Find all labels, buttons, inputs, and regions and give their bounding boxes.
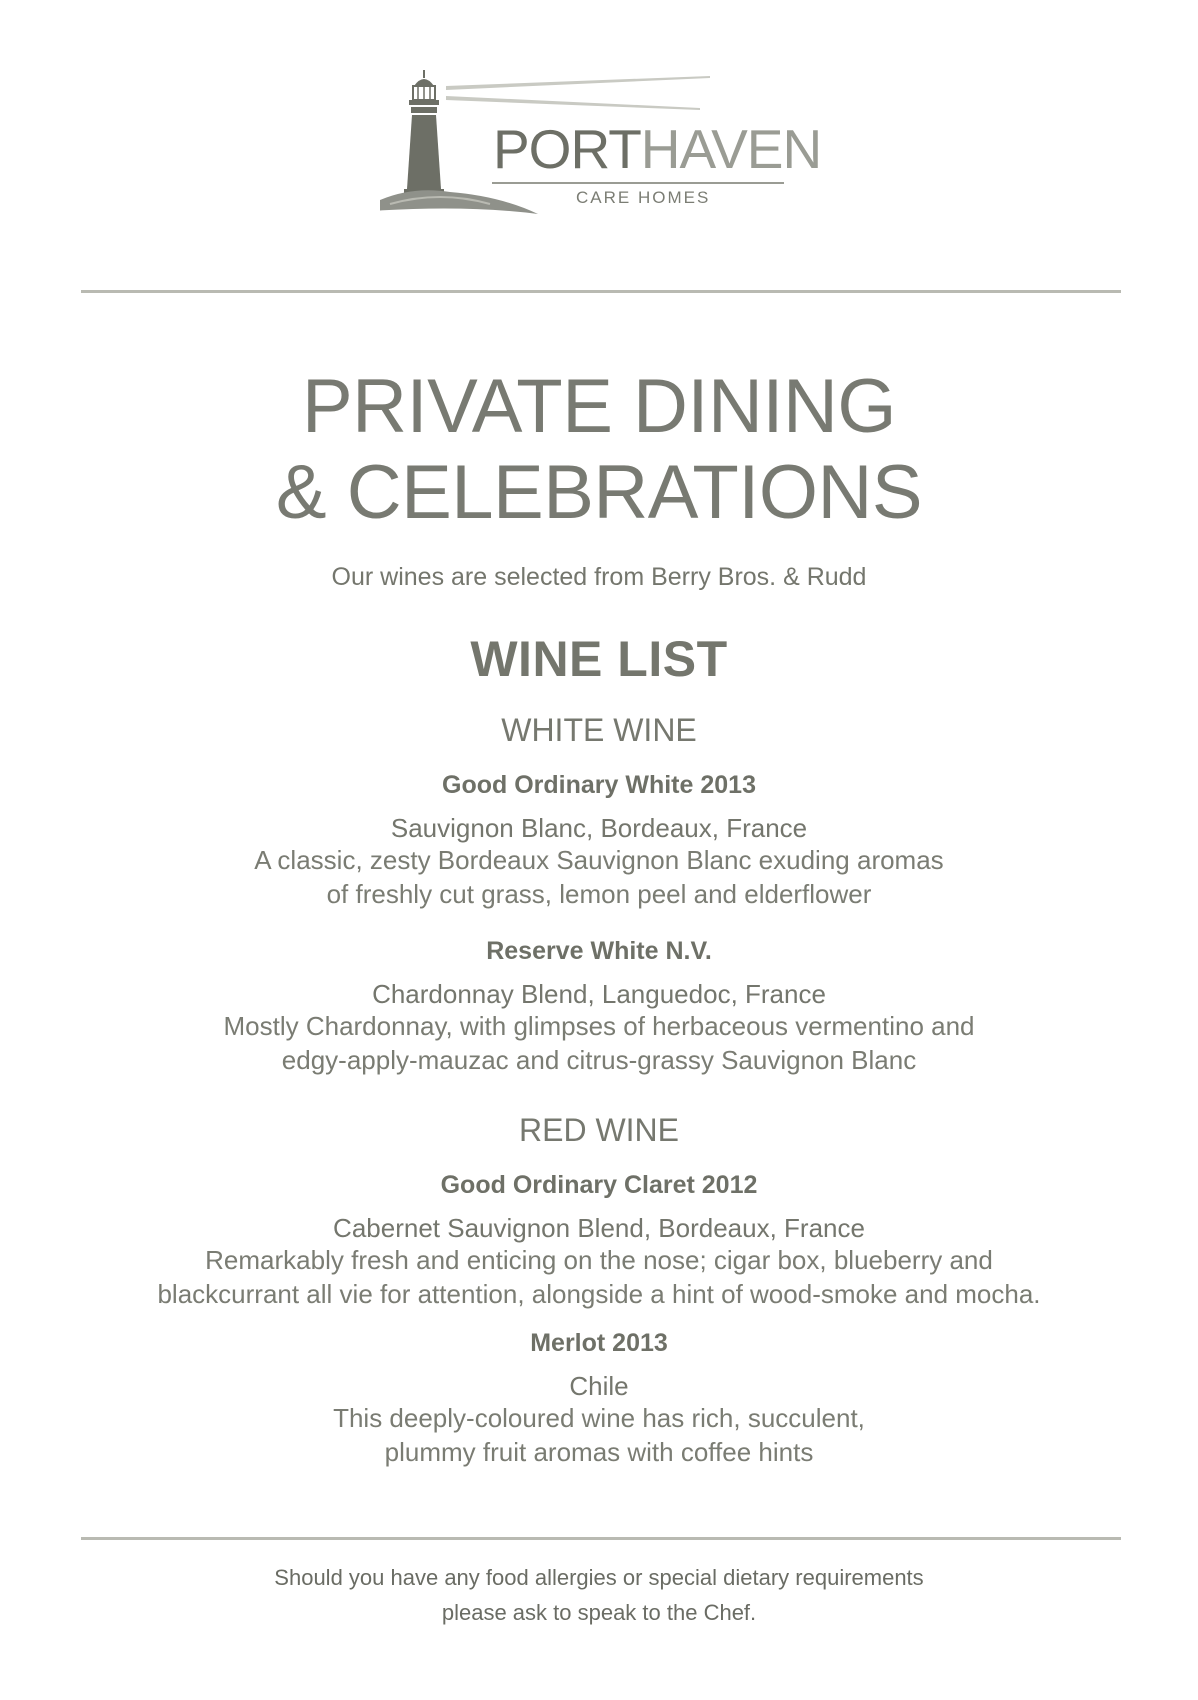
wine-description-line: edgy-apply-mauzac and citrus-grassy Sauvignon Blanc <box>281 1045 917 1075</box>
wine-name: Merlot 2013 <box>530 1329 668 1357</box>
wine-description <box>0 843 1198 911</box>
title-line-1: PRIVATE DINING <box>301 364 897 449</box>
wine-description-line: Remarkably fresh and enticing on the nose; cigar box, blueberry and <box>205 1245 993 1275</box>
section-heading-red: RED WINE <box>519 1112 679 1148</box>
allergy-note-line: Should you have any food allergies or special dietary requirements <box>274 1565 924 1590</box>
intro-text: Our wines are selected from Berry Bros. & Rudd <box>331 563 867 591</box>
wine-description <box>0 1401 1198 1469</box>
wine-region: Sauvignon Blanc, Bordeaux, France <box>390 813 808 843</box>
wine-name: Good Ordinary White 2013 <box>442 771 756 799</box>
wine-description-line: of freshly cut grass, lemon peel and elderflower <box>326 879 872 909</box>
allergy-note <box>0 1560 1198 1630</box>
wine-region: Cabernet Sauvignon Blend, Bordeaux, France <box>333 1213 865 1243</box>
wine-description-line: plummy fruit aromas with coffee hints <box>384 1437 814 1467</box>
wine-name: Good Ordinary Claret 2012 <box>440 1171 758 1199</box>
brand-subtitle: CARE HOMES <box>576 188 711 207</box>
wine-description-line: blackcurrant all vie for attention, alongside a hint of wood-smoke and mocha. <box>157 1279 1041 1309</box>
wine-description <box>0 1009 1198 1077</box>
top-divider <box>81 290 1121 293</box>
porthaven-logo <box>380 64 820 234</box>
wine-description-line: Mostly Chardonnay, with glimpses of herbaceous vermentino and <box>223 1011 975 1041</box>
wine-region: Chile <box>569 1371 629 1401</box>
page-title <box>0 364 1198 536</box>
brand-name-part2: HAVEN <box>640 118 822 180</box>
wine-description-line: This deeply-coloured wine has rich, succulent, <box>333 1403 865 1433</box>
brand-name-part1: PORT <box>493 118 641 180</box>
title-line-2: & CELEBRATIONS <box>275 450 923 535</box>
brand-wordmark <box>493 118 822 180</box>
wine-description-line: A classic, zesty Bordeaux Sauvignon Blanc exuding aromas <box>254 845 944 875</box>
wine-list-heading: WINE LIST <box>470 631 728 687</box>
allergy-note-line: please ask to speak to the Chef. <box>441 1600 757 1625</box>
wine-description <box>0 1243 1198 1311</box>
wine-region: Chardonnay Blend, Languedoc, France <box>372 979 826 1009</box>
bottom-divider <box>81 1537 1121 1540</box>
section-heading-white: WHITE WINE <box>501 712 697 748</box>
wine-name: Reserve White N.V. <box>486 937 712 965</box>
